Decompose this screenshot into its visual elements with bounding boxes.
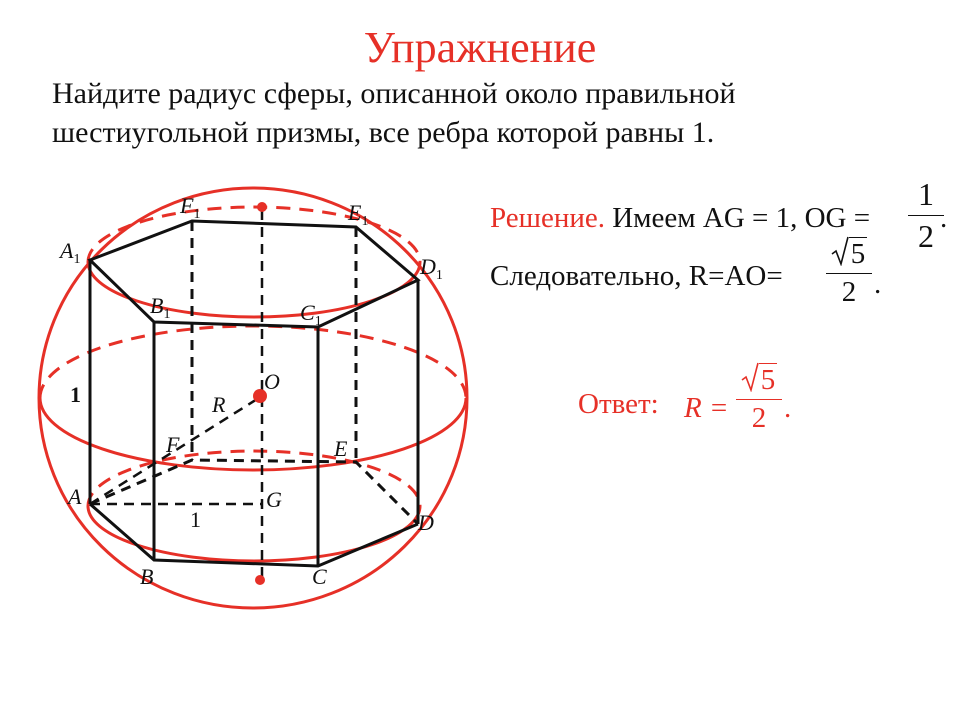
solution-line-2: Следовательно, R=AO= — [490, 260, 783, 292]
label-C: C — [312, 564, 327, 589]
top-circle-back — [88, 207, 420, 262]
fraction-og-denominator: 2 — [918, 218, 934, 254]
label-B1: $B_1$ — [150, 293, 171, 322]
label-edge-length: 1 — [70, 382, 81, 407]
radical-sign-icon — [831, 236, 849, 266]
radical-sign-icon — [741, 362, 759, 392]
label-A: A — [68, 484, 82, 509]
answer-bar — [736, 399, 782, 400]
problem-line-1: Найдите радиус сферы, описанной около правильной — [52, 77, 736, 110]
sqrt-answer: 5 — [741, 364, 778, 397]
answer-expression: R = — [684, 392, 729, 424]
point-top — [257, 202, 267, 212]
slide-title: Упражнение — [363, 23, 597, 72]
label-base-length: 1 — [190, 507, 201, 532]
sphere-equator-front — [40, 398, 466, 470]
bottom-visible-edges — [90, 504, 418, 566]
solution-dot-2: . — [874, 268, 882, 300]
answer-denominator: 2 — [751, 402, 767, 434]
point-bottom — [255, 575, 265, 585]
solution-dot-1: . — [940, 202, 948, 234]
fraction-og-numerator: 1 — [918, 176, 934, 212]
solution-label: Решение. — [490, 202, 605, 234]
solution-line-1 — [490, 202, 870, 235]
top-hexagon — [90, 221, 418, 327]
fraction-ao-numerator — [826, 238, 872, 271]
bottom-circle-front — [88, 506, 420, 561]
label-F1: $F_1$ — [180, 193, 201, 222]
answer-label: Ответ: — [578, 388, 659, 420]
label-B: B — [140, 564, 154, 589]
sphere-outline — [39, 188, 467, 608]
sphere-equator-back — [40, 326, 466, 398]
solution-text-1: Имеем AG = 1, OG = — [604, 202, 871, 234]
fraction-ao-denominator: 2 — [841, 276, 857, 308]
fraction-og-bar — [908, 215, 944, 216]
answer-fraction — [736, 364, 782, 435]
answer-numerator — [736, 364, 782, 397]
problem-line-2: шестиугольной призмы, все ребра которой равны 1. — [52, 116, 715, 149]
label-F: F — [166, 432, 180, 457]
label-A1: $A_1$ — [60, 238, 81, 267]
label-O: O — [264, 369, 280, 394]
label-C1: $C_1$ — [300, 300, 322, 329]
fraction-ao — [826, 238, 872, 309]
label-D: D — [418, 510, 434, 535]
label-E1: $E_1$ — [348, 200, 369, 229]
fraction-og — [908, 176, 944, 255]
answer-dot: . — [784, 392, 792, 424]
top-circle-front — [88, 262, 420, 317]
label-G: G — [266, 487, 282, 512]
fraction-ao-bar — [826, 273, 872, 274]
label-E: E — [334, 436, 348, 461]
label-R: R — [212, 392, 226, 417]
label-D1: $D_1$ — [420, 254, 443, 283]
sqrt-ao: 5 — [831, 238, 868, 271]
